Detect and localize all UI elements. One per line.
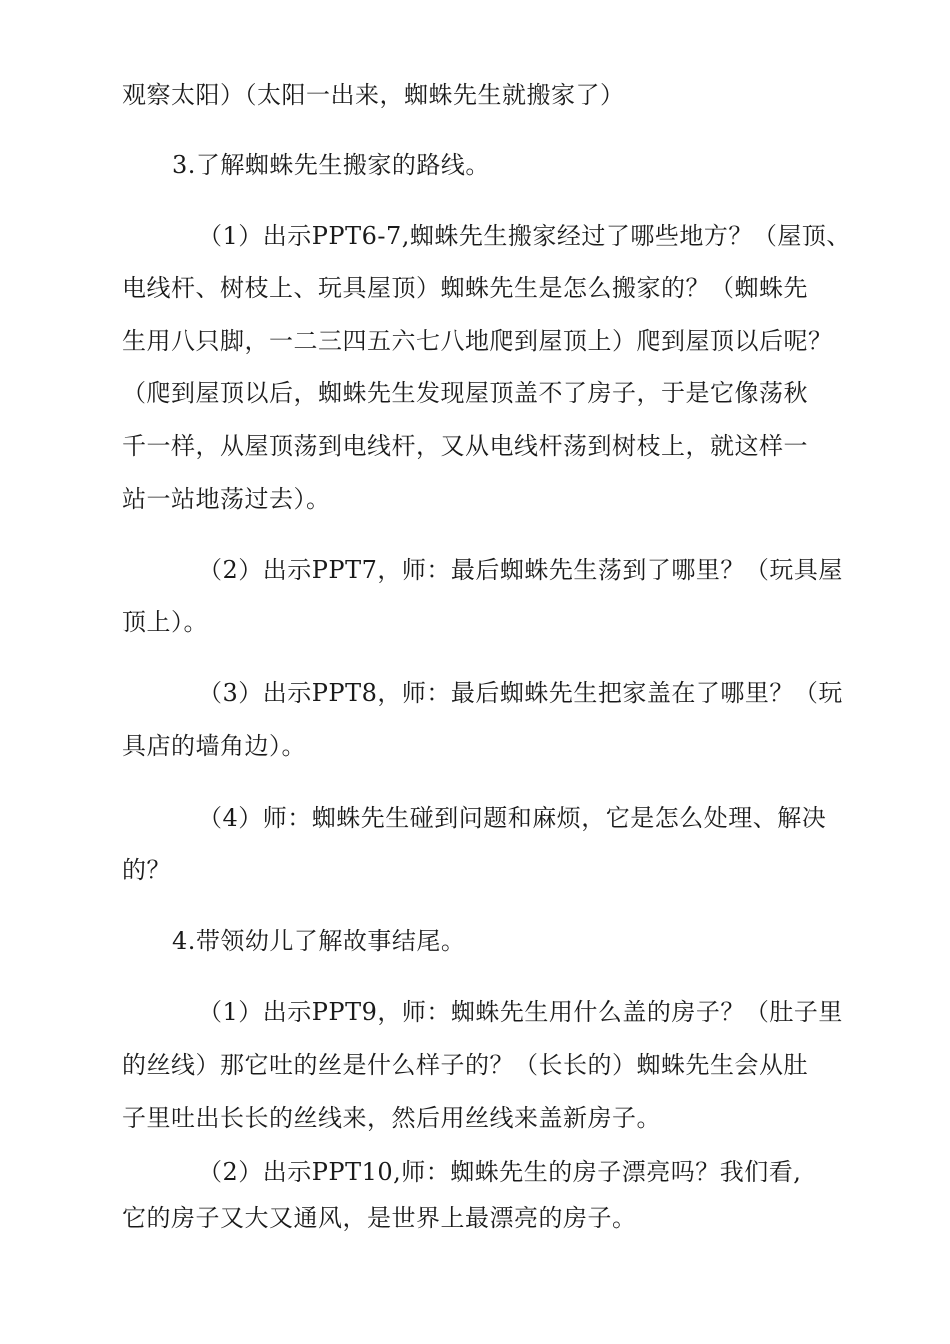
text-line: 观察太阳）（太阳一出来，蜘蛛先生就搬家了） [122,81,625,109]
text-line: （2）出示PPT7，师：最后蜘蛛先生荡到了哪里？（玩具屋 [198,556,843,584]
section-heading: 3.了解蜘蛛先生搬家的路线。 [172,151,490,179]
text-line: 生用八只脚，一二三四五六七八地爬到屋顶上）爬到屋顶以后呢？ [122,327,833,355]
section-heading: 4.带领幼儿了解故事结尾。 [172,927,466,955]
text-line: 千一样，从屋顶荡到电线杆，又从电线杆荡到树枝上，就这样一 [122,432,808,460]
text-line: 电线杆、树枝上、玩具屋顶）蜘蛛先生是怎么搬家的？（蜘蛛先 [122,274,808,302]
text-line: （1）出示PPT9，师：蜘蛛先生用什么盖的房子？（肚子里 [198,998,843,1026]
text-line: 站一站地荡过去）。 [122,485,331,513]
text-line: （爬到屋顶以后，蜘蛛先生发现屋顶盖不了房子，于是它像荡秋 [122,379,808,407]
text-line: （4）师：蜘蛛先生碰到问题和麻烦，它是怎么处理、解决 [198,804,827,832]
text-line: 的丝线）那它吐的丝是什么样子的？（长长的）蜘蛛先生会从肚 [122,1051,808,1079]
text-line: 它的房子又大又通风，是世界上最漂亮的房子。 [122,1204,637,1232]
text-line: （2）出示PPT10,师：蜘蛛先生的房子漂亮吗？我们看, [198,1158,802,1186]
text-line: 子里吐出长长的丝线来，然后用丝线来盖新房子。 [122,1104,661,1132]
text-line: 具店的墙角边）。 [122,732,306,760]
text-line: （1）出示PPT6-7,蜘蛛先生搬家经过了哪些地方？（屋顶、 [198,222,851,250]
text-line: （3）出示PPT8，师：最后蜘蛛先生把家盖在了哪里？（玩 [198,679,843,707]
text-line: 的？ [122,856,171,884]
text-line: 顶上）。 [122,608,208,636]
